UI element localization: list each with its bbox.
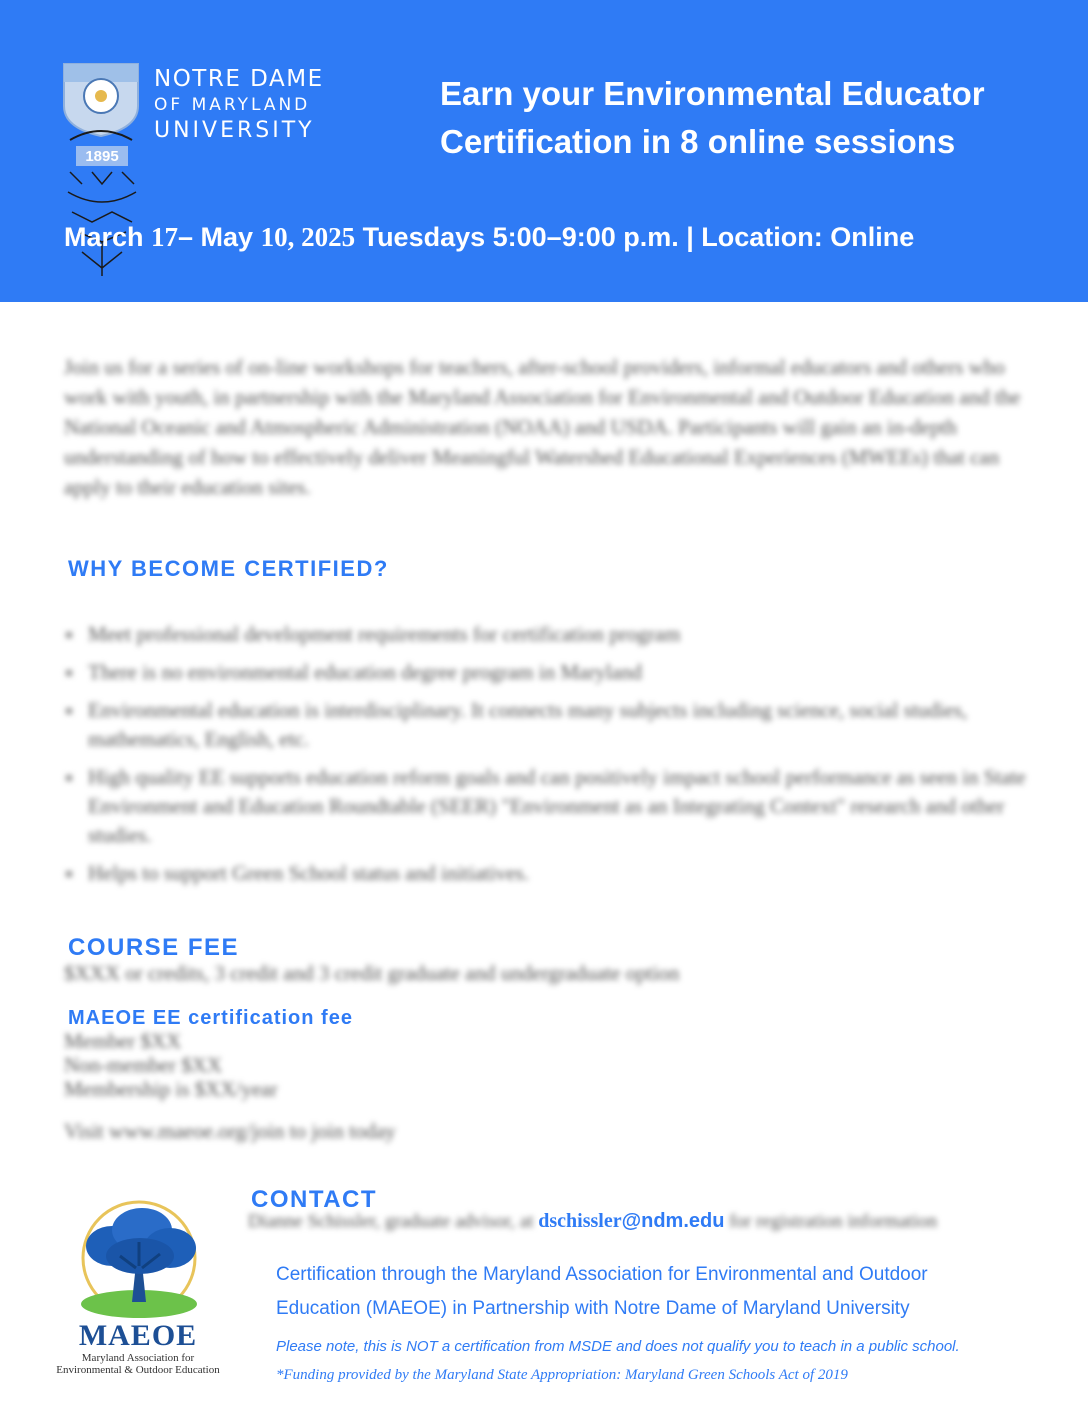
maeoe-name-line-1: Maryland Association for	[81, 1352, 195, 1364]
tree-icon	[81, 1208, 197, 1318]
partnership-line-1: Certification through the Maryland Association for Environmental and Outdoor	[276, 1264, 928, 1285]
maeoe-name-line-2: Environmental & Outdoor Education	[56, 1364, 220, 1376]
session-dates	[64, 222, 914, 253]
partnership-statement	[276, 1258, 1036, 1326]
university-line-2: OF MARYLAND	[154, 95, 311, 115]
maeoe-fee-heading: MAEOE EE certification fee	[68, 1007, 353, 1029]
university-line-1: NOTRE DAME	[154, 66, 324, 92]
contact-trail: for registration information	[724, 1211, 938, 1232]
course-fee-text: $XXX or credits, 3 credit and 3 credit graduate and undergraduate option	[64, 961, 680, 985]
maeoe-visit-link[interactable]: Visit www.maeoe.org/join to join today	[64, 1119, 396, 1143]
dates-day-2: 10, 2025	[260, 222, 356, 252]
dates-part-2: – May	[178, 222, 261, 252]
dates-part-3: Tuesdays 5:00–9:00 p.m. | Location: Online	[355, 222, 915, 252]
list-item: Helps to support Green School status and initiatives.	[64, 859, 1034, 888]
maeoe-fee-line: Member $XX	[64, 1029, 182, 1053]
why-list	[64, 620, 1034, 897]
course-fee-heading: COURSE FEE	[68, 934, 240, 961]
partnership-line-2: Education (MAEOE) in Partnership with Notre Dame of Maryland University	[276, 1298, 910, 1319]
maeoe-acronym: MAEOE	[78, 1319, 198, 1352]
title-line-1: Earn your Environmental Educator	[440, 75, 985, 112]
disclaimer-note: Please note, this is NOT a certification from MSDE and does not qualify you to teach in a public school.	[276, 1338, 960, 1355]
title-line-2: Certification in 8 online sessions	[440, 123, 956, 160]
contact-email-link[interactable]	[538, 1210, 724, 1233]
maeoe-logo-text	[50, 1320, 226, 1376]
email-domain: @ndm.edu	[621, 1210, 725, 1232]
email-user: dschissler	[538, 1210, 622, 1232]
maeoe-fee-line: Non-member $XX	[64, 1053, 223, 1077]
maeoe-fee-line: Membership is $XX/year	[64, 1077, 278, 1101]
contact-lead: Dianne Schissler, graduate advisor, at	[248, 1211, 539, 1232]
list-item: Environmental education is interdisciplinary. It connects many subjects including science, social studies, mathematics, English, etc.	[64, 696, 1034, 754]
crest-year: 1895	[85, 148, 119, 165]
list-item: High quality EE supports education reform goals and can positively impact school performance as seen in State Environment and Education Roundtable (SEER) "Environment as an Integrating Context" research and other studies.	[64, 763, 1034, 850]
page-title	[440, 70, 1060, 166]
university-line-3: UNIVERSITY	[154, 118, 315, 143]
funding-note: *Funding provided by the Maryland State Appropriation: Maryland Green Schools Act of 2019	[276, 1367, 848, 1383]
list-item: Meet professional development requirements for certification program	[64, 620, 1034, 649]
dates-day-1: 17	[151, 222, 179, 252]
university-name	[154, 66, 324, 145]
list-item: There is no environmental education degree program in Maryland	[64, 658, 1034, 687]
intro-paragraph: Join us for a series of on-line workshops for teachers, after-school providers, informal educators and others who work with youth, in partnership with the Maryland Association for Environmental and Outdoor Education and the National Oceanic and Atmospheric Administration (NOAA) and USDA. Participants will gain an in-depth understanding of how to effectively deliver Meaningful Watershed Educational Experiences (MWEEs) that can apply to their education sites.	[64, 355, 1021, 499]
contact-line	[248, 1210, 1038, 1233]
header-banner	[0, 0, 1088, 302]
dates-part-1: March	[64, 222, 152, 252]
contact-heading: CONTACT	[251, 1186, 378, 1213]
why-heading: WHY BECOME CERTIFIED?	[68, 556, 389, 581]
